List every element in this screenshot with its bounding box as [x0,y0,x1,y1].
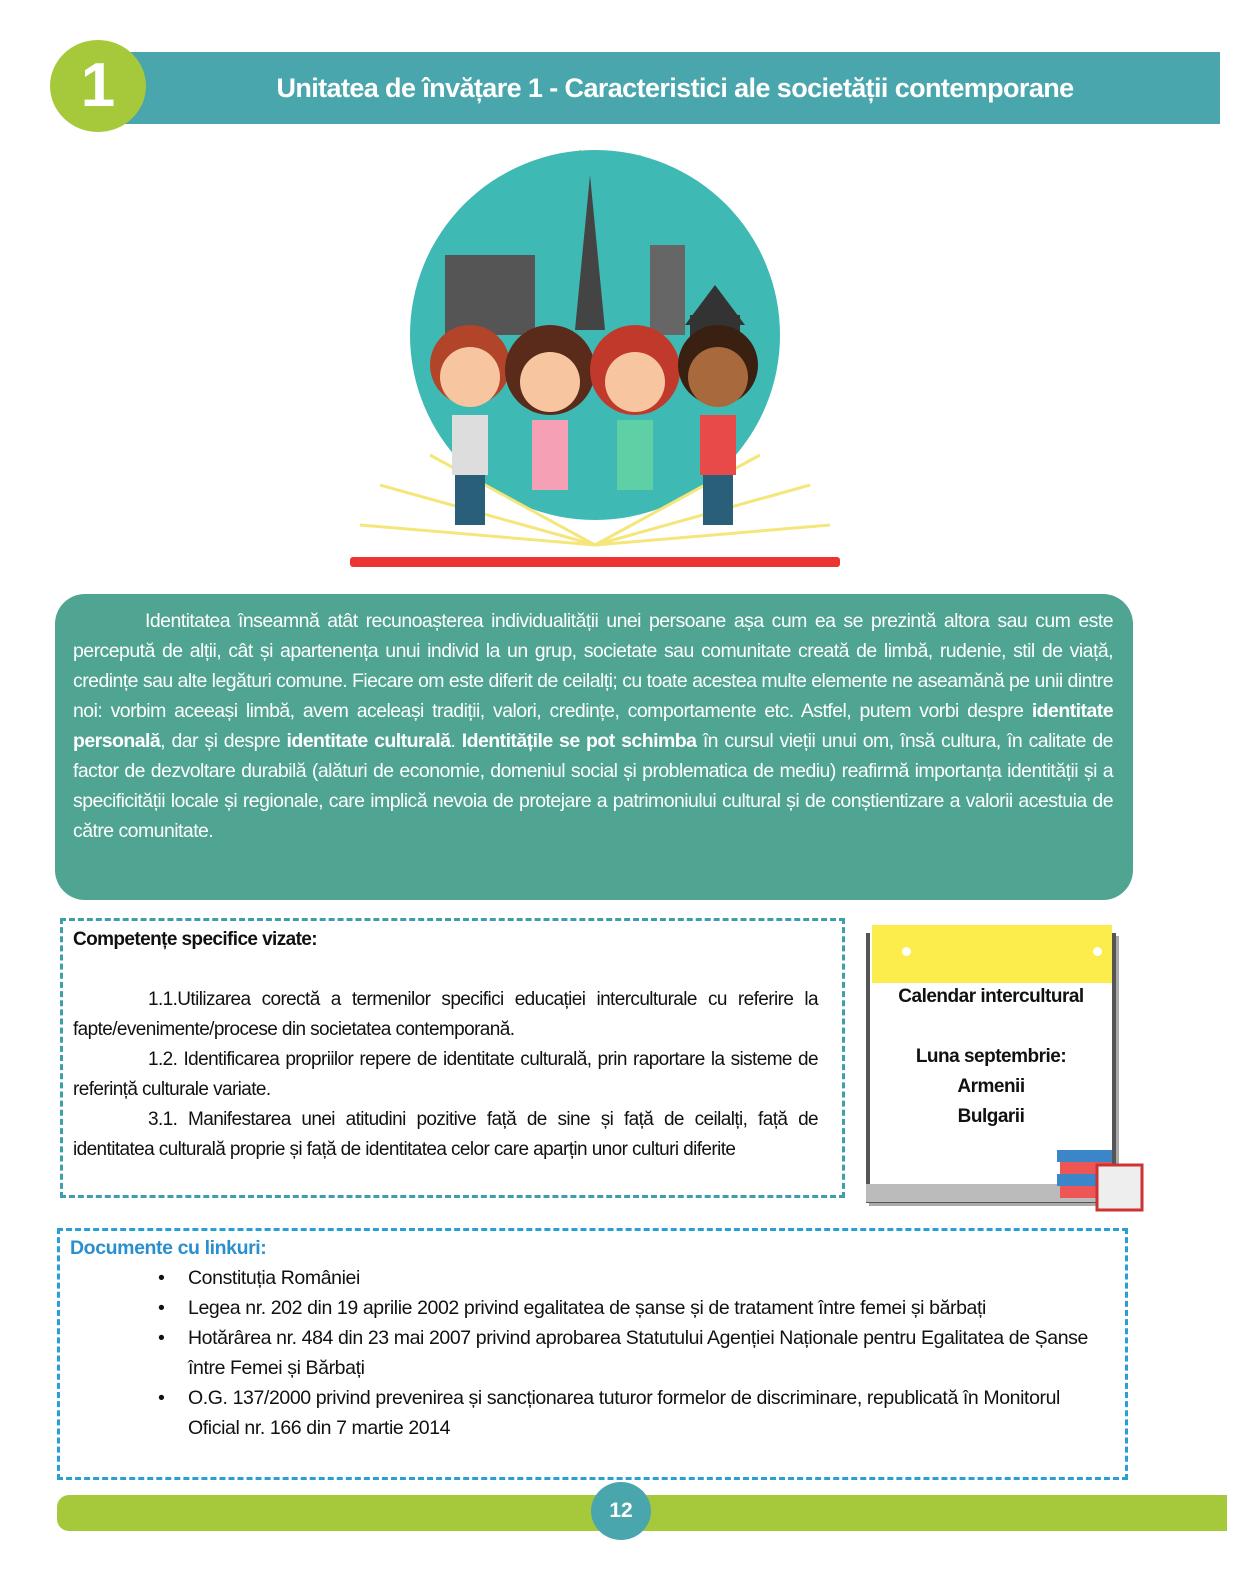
bold-term: identitate culturală [286,730,451,752]
unit-number-badge: 1 [50,40,146,132]
calendar-item: Bulgarii [957,1106,1025,1127]
calendar-header-strip [872,925,1112,983]
document-link[interactable]: • Legea nr. 202 din 19 aprilie 2002 privind egalitatea de șanse și de tratament între femei și bărbați [158,1293,1115,1323]
calendar-month: Luna septembrie: [915,1046,1067,1067]
books-calendar-icon [1057,1140,1147,1215]
identity-definition-box [55,594,1133,900]
calendar-title: Calendar intercultural [898,986,1084,1007]
text: . [450,730,462,752]
page-title: Unitatea de învățare 1 - Caracteristici ale societății contemporane [276,73,1074,103]
text: , dar și despre [160,730,287,752]
document-link[interactable]: • O.G. 137/2000 privind prevenirea și sancționarea tuturor formelor de discriminare, republicată în Monitorul Oficial nr. 166 din 7 martie 2014 [158,1383,1115,1443]
document-link[interactable]: • Hotărârea nr. 484 din 23 mai 2007 privind aprobarea Statutului Agenției Naționale pentru Egalitatea de Șanse între Femei și Bărbați [158,1323,1115,1383]
calendar-item: Armenii [957,1076,1025,1097]
bold-term: identitate personală [73,700,1113,752]
page-number: 12 [591,1482,651,1540]
documents-box [57,1228,1128,1480]
documents-title: Documente cu linkuri: [70,1237,267,1259]
competences-title: Competențe specifice vizate: [73,929,318,950]
text: Identitatea înseamnă atât recunoașterea individualității unei persoane așa cum ea se prezintă altora sau cum este percepută de alții, cât și apartenența unui individ la un grup, societate sau comunitate creată de limbă, rudenie, stil de viață, credințe sau alte legături comune. Fiecare om este diferit de ceilalți; cu toate acestea multe elemente ne aseamănă pe unii dintre noi: vorbim aceeași limbă, avem aceleași tradiții, valori, credințe, comportamente etc. Astfel, putem vorbi despre [73,610,1113,722]
competences-box [60,918,845,1198]
illustration-children-landmarks [340,145,850,580]
competence-item: 1.1.Utilizarea corectă a termenilor specifici educației interculturale cu referire la fapte/evenimente/procese din societatea contemporană. [73,989,818,1040]
documents-list [158,1263,1115,1443]
competence-item: 1.2. Identificarea propriilor repere de identitate culturală, prin raportare la sisteme de referință culturale variate. [73,1049,818,1100]
competence-item: 3.1. Manifestarea unei atitudini pozitive față de sine și față de ceilalți, față de identitatea culturală proprie și față de identitatea celor care aparțin unor culturi diferite [73,1109,818,1160]
text: în cursul vieții unui om, însă cultura, în calitate de factor de dezvoltare durabilă (alături de economie, domeniul social și problematica de mediu) reafirmă importanța identității și a specificității locale și regionale, care implică nevoia de protejare a patrimoniului cultural și de conștientizare a valorii acestuia de către comunitate. [73,730,1113,842]
bold-term: Identitățile se pot schimba [461,730,697,752]
document-link[interactable]: • Constituția României [158,1263,1115,1293]
intercultural-calendar [862,925,1120,1210]
